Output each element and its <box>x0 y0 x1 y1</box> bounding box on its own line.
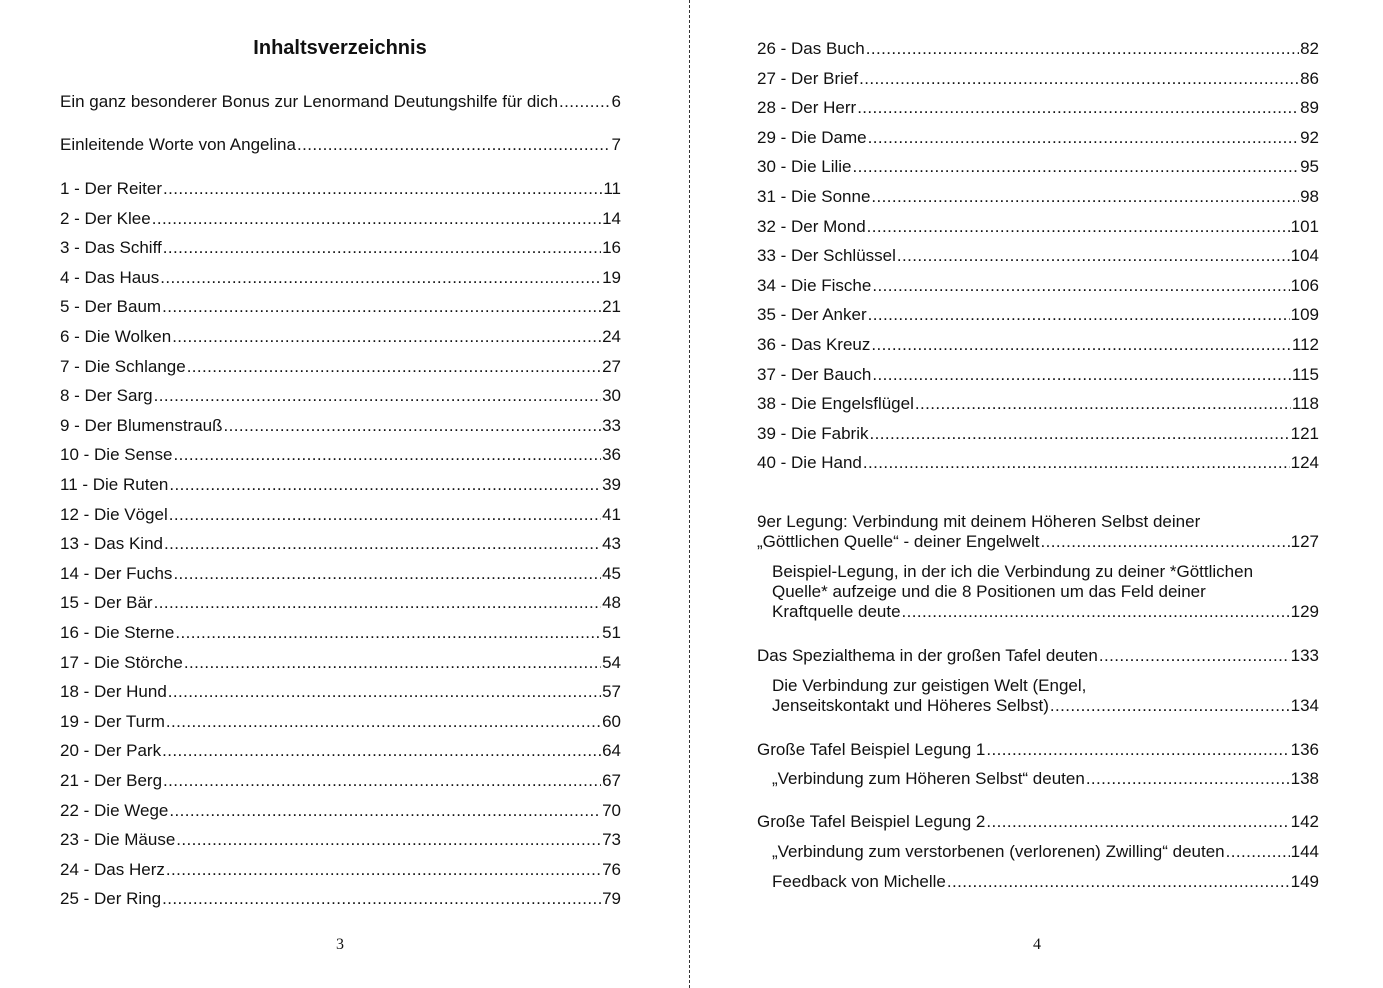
toc-entry-page: 7 <box>611 135 621 154</box>
toc-entry-label: 18 - Der Hund <box>60 682 167 702</box>
dot-leader <box>868 128 1299 148</box>
dot-leader <box>872 276 1289 296</box>
toc-entry-page: 115 <box>1291 364 1319 384</box>
toc-entry-label: 28 - Der Herr <box>757 98 857 118</box>
dot-leader <box>169 475 601 495</box>
dot-leader <box>1226 842 1290 862</box>
toc-entry[interactable] <box>757 246 1319 266</box>
toc-entry[interactable] <box>60 564 621 584</box>
toc-section[interactable] <box>757 812 1319 832</box>
dot-leader <box>859 69 1299 89</box>
toc-section-last-line <box>772 872 1319 892</box>
toc-entry-label: „Verbindung zum verstorbenen (verlorenen) Zwilling“ deuten <box>772 842 1225 861</box>
toc-entry-page: 138 <box>1290 769 1319 788</box>
toc-entry-label: 35 - Der Anker <box>757 305 867 325</box>
dot-leader <box>154 386 601 406</box>
dot-leader <box>224 416 602 436</box>
toc-section[interactable] <box>772 769 1319 789</box>
toc-section[interactable] <box>757 512 1319 552</box>
toc-entry[interactable] <box>60 830 621 850</box>
toc-entry-page: 89 <box>1300 98 1319 118</box>
dot-leader <box>176 830 601 850</box>
toc-entry-label: 16 - Die Sterne <box>60 623 175 642</box>
dot-leader <box>872 365 1291 385</box>
dot-leader <box>168 682 601 702</box>
toc-entry-page: 124 <box>1290 453 1319 473</box>
toc-entry[interactable] <box>60 741 621 761</box>
toc-entry[interactable] <box>60 682 621 702</box>
toc-entry-label: 30 - Die Lilie <box>757 157 852 177</box>
dot-leader <box>1041 532 1290 552</box>
dot-leader <box>184 653 601 673</box>
toc-entry-page: 19 <box>602 267 621 287</box>
left-page <box>0 0 688 988</box>
toc-entry-page: 106 <box>1290 275 1319 295</box>
toc-entry-label: 15 - Der Bär <box>60 593 153 613</box>
toc-section-line: 9er Legung: Verbindung mit deinem Höheren Selbst deiner <box>757 512 1201 531</box>
dot-leader <box>868 305 1290 325</box>
toc-entry[interactable] <box>60 801 621 821</box>
dot-leader <box>867 217 1290 237</box>
toc-entry-label: Große Tafel Beispiel Legung 2 <box>757 812 986 831</box>
toc-entry[interactable] <box>60 771 621 791</box>
toc-entry[interactable] <box>60 505 621 525</box>
toc-section[interactable] <box>757 740 1319 760</box>
toc-entry-label: 7 - Die Schlange <box>60 356 186 376</box>
toc-entry-page: 57 <box>602 682 621 702</box>
dot-leader <box>160 268 601 288</box>
toc-entry-label: 3 - Das Schiff <box>60 238 162 258</box>
dot-leader <box>871 187 1299 207</box>
toc-entry-label: 37 - Der Bauch <box>757 364 872 384</box>
dot-leader <box>173 564 601 584</box>
toc-section-last-line <box>772 696 1319 716</box>
toc-entry[interactable] <box>60 445 621 465</box>
toc-entry-label: 12 - Die Vögel <box>60 504 168 524</box>
toc-section-line: Quelle* aufzeige und die 8 Positionen um das Feld deiner <box>772 582 1206 601</box>
toc-section-line: Die Verbindung zur geistigen Welt (Engel, <box>772 676 1087 695</box>
toc-entry[interactable] <box>757 335 1319 355</box>
dot-leader <box>162 741 601 761</box>
dot-leader <box>1086 769 1290 789</box>
toc-section-last-line <box>772 602 1319 622</box>
toc-entry-page: 24 <box>602 327 621 346</box>
toc-entry-page: 86 <box>1300 68 1319 88</box>
toc-entry-label: 4 - Das Haus <box>60 267 160 287</box>
toc-entry-page: 27 <box>602 356 621 376</box>
toc-entry-page: 129 <box>1290 602 1319 621</box>
toc-entry-page: 51 <box>602 623 621 642</box>
toc-entry[interactable] <box>60 653 621 673</box>
toc-entry-label: Ein ganz besonderer Bonus zur Lenormand Deutungshilfe für dich <box>60 92 559 111</box>
toc-entry-label: 23 - Die Mäuse <box>60 830 176 850</box>
toc-entry[interactable] <box>757 394 1319 414</box>
toc-entry[interactable] <box>60 860 621 880</box>
toc-section[interactable] <box>757 646 1319 666</box>
toc-entry-label: Einleitende Worte von Angelina <box>60 135 296 154</box>
dot-leader <box>154 593 601 613</box>
dot-leader <box>897 246 1290 266</box>
toc-entry-page: 54 <box>602 652 621 672</box>
dot-leader <box>871 335 1291 355</box>
dot-leader <box>163 771 601 791</box>
dot-leader <box>559 92 611 112</box>
toc-entry-label: 31 - Die Sonne <box>757 187 871 206</box>
toc-entry-page: 36 <box>602 445 621 465</box>
dot-leader <box>162 297 601 317</box>
toc-entry-label: 22 - Die Wege <box>60 800 169 820</box>
dot-leader <box>853 157 1300 177</box>
toc-entry[interactable] <box>757 39 1319 59</box>
toc-entry-label: 6 - Die Wolken <box>60 327 172 346</box>
toc-entry[interactable] <box>60 268 621 288</box>
toc-entry-label: 14 - Der Fuchs <box>60 563 173 583</box>
toc-entry-label: Feedback von Michelle <box>772 872 946 891</box>
toc-entry-page: 16 <box>602 238 621 258</box>
toc-entry-label: 26 - Das Buch <box>757 39 865 58</box>
dot-leader <box>915 394 1291 414</box>
toc-entry[interactable] <box>60 386 621 406</box>
toc-section[interactable] <box>772 562 1319 622</box>
page-number: 3 <box>336 936 344 953</box>
toc-entry[interactable] <box>60 357 621 377</box>
page-divider <box>689 0 690 988</box>
dot-leader <box>166 712 601 732</box>
toc-entry-label: 2 - Der Klee <box>60 208 151 228</box>
toc-section-last-line <box>757 532 1319 552</box>
toc-entry-page: 45 <box>602 563 621 583</box>
toc-entry-page: 134 <box>1290 696 1319 715</box>
toc-entry-label: 36 - Das Kreuz <box>757 335 871 354</box>
toc-section[interactable] <box>772 676 1319 716</box>
toc-entry[interactable] <box>60 475 621 495</box>
toc-entry-label: „Verbindung zum Höheren Selbst“ deuten <box>772 769 1085 788</box>
toc-entry-page: 101 <box>1290 216 1319 236</box>
toc-section-last-line <box>757 740 1319 760</box>
dot-leader <box>297 135 611 155</box>
toc-section-last-line <box>772 769 1319 789</box>
dot-leader <box>857 98 1299 118</box>
dot-leader <box>986 812 1289 832</box>
toc-entry-label: „Göttlichen Quelle“ - deiner Engelwelt <box>757 532 1040 551</box>
toc-entry-page: 64 <box>602 741 621 761</box>
toc-entry-intro[interactable] <box>60 135 621 155</box>
toc-entry-label: 1 - Der Reiter <box>60 179 163 198</box>
toc-entry[interactable] <box>60 179 621 199</box>
dot-leader <box>164 534 601 554</box>
toc-entry-label: 32 - Der Mond <box>757 216 866 236</box>
toc-entry-page: 95 <box>1300 157 1319 177</box>
toc-entry-label: 39 - Die Fabrik <box>757 423 869 443</box>
toc-entry-page: 21 <box>602 297 621 317</box>
dot-leader <box>175 623 601 643</box>
toc-entry-page: 112 <box>1291 335 1319 354</box>
toc-entry-label: 27 - Der Brief <box>757 68 859 88</box>
toc-entry-page: 98 <box>1300 187 1319 206</box>
toc-entry[interactable] <box>60 712 621 732</box>
dot-leader <box>1050 696 1290 716</box>
toc-entry[interactable] <box>757 276 1319 296</box>
toc-entry-page: 73 <box>602 830 621 850</box>
toc-entry[interactable] <box>757 98 1319 118</box>
toc-section-last-line <box>757 812 1319 832</box>
toc-entry-page: 67 <box>602 771 621 790</box>
dot-leader <box>166 860 601 880</box>
toc-entry-label: Das Spezialthema in der großen Tafel deuten <box>757 646 1098 665</box>
toc-entry-label: 33 - Der Schlüssel <box>757 246 896 266</box>
toc-entry-label: 38 - Die Engelsflügel <box>757 394 914 414</box>
toc-entry-page: 133 <box>1290 646 1319 665</box>
toc-entry-label: 24 - Das Herz <box>60 859 165 879</box>
toc-entry-page: 11 <box>603 179 621 198</box>
toc-entry-label: 11 - Die Ruten <box>60 475 169 494</box>
dot-leader <box>1099 646 1290 666</box>
toc-entry[interactable] <box>757 157 1319 177</box>
toc-section-line: Beispiel-Legung, in der ich die Verbindung zu deiner *Göttlichen <box>772 562 1254 581</box>
toc-entry-page: 144 <box>1290 842 1319 861</box>
dot-leader <box>163 179 602 199</box>
toc-entry-page: 104 <box>1290 246 1319 266</box>
toc-entry-label: 13 - Das Kind <box>60 534 163 554</box>
toc-section[interactable] <box>772 842 1319 862</box>
toc-entry[interactable] <box>757 69 1319 89</box>
toc-entry[interactable] <box>60 593 621 613</box>
dot-leader <box>152 209 601 229</box>
toc-entry-label: 20 - Der Park <box>60 741 162 761</box>
toc-entry-page: 39 <box>602 475 621 494</box>
dot-leader <box>902 602 1290 622</box>
toc-entry[interactable] <box>757 217 1319 237</box>
toc-entry-bonus[interactable] <box>60 92 621 112</box>
toc-entry-page: 33 <box>602 415 621 435</box>
toc-entry-label: 19 - Der Turm <box>60 711 165 731</box>
toc-entry-label: 25 - Der Ring <box>60 889 162 909</box>
toc-entry-page: 109 <box>1290 305 1319 325</box>
dot-leader <box>866 39 1299 59</box>
toc-entry[interactable] <box>60 297 621 317</box>
toc-entry-page: 30 <box>602 386 621 406</box>
toc-entry[interactable] <box>757 424 1319 444</box>
toc-entry-label: 9 - Der Blumenstrauß <box>60 415 223 435</box>
toc-section-last-line <box>772 842 1319 862</box>
toc-entry[interactable] <box>60 534 621 554</box>
toc-entry[interactable] <box>757 305 1319 325</box>
toc-entry-page: 76 <box>602 859 621 879</box>
toc-entry[interactable] <box>60 623 621 643</box>
dot-leader <box>169 801 601 821</box>
dot-leader <box>869 424 1289 444</box>
toc-entry[interactable] <box>60 238 621 258</box>
toc-entry-label: 21 - Der Berg <box>60 771 163 790</box>
toc-entry-label: 29 - Die Dame <box>757 127 867 147</box>
toc-entry[interactable] <box>60 889 621 909</box>
dot-leader <box>187 357 601 377</box>
toc-entry-page: 41 <box>602 504 621 524</box>
toc-entry-label: Kraftquelle deute <box>772 602 901 621</box>
toc-entry-label: 34 - Die Fische <box>757 275 872 295</box>
toc-entry-page: 149 <box>1290 872 1319 891</box>
toc-entry-page: 118 <box>1291 394 1319 414</box>
dot-leader <box>173 445 601 465</box>
toc-entry[interactable] <box>757 453 1319 473</box>
dot-leader <box>163 238 601 258</box>
toc-title: Inhaltsverzeichnis <box>253 37 427 59</box>
toc-entry-page: 48 <box>602 593 621 613</box>
toc-entry-page: 79 <box>602 889 621 909</box>
toc-entry[interactable] <box>757 187 1319 207</box>
toc-entry[interactable] <box>757 365 1319 385</box>
toc-entry-label: 10 - Die Sense <box>60 445 173 465</box>
toc-entry-page: 43 <box>602 534 621 554</box>
toc-entry[interactable] <box>60 416 621 436</box>
toc-entry-label: Jenseitskontakt und Höheres Selbst) <box>772 696 1049 715</box>
dot-leader <box>986 740 1289 760</box>
toc-entry-page: 82 <box>1300 39 1319 58</box>
toc-entry[interactable] <box>757 128 1319 148</box>
toc-entry-page: 6 <box>611 92 621 111</box>
dot-leader <box>172 327 601 347</box>
toc-entry-page: 121 <box>1290 423 1319 443</box>
page-number: 4 <box>1033 936 1041 953</box>
dot-leader <box>169 505 601 525</box>
dot-leader <box>162 889 601 909</box>
toc-entry-page: 14 <box>602 208 621 228</box>
toc-entry-page: 92 <box>1300 127 1319 147</box>
toc-entry-label: Große Tafel Beispiel Legung 1 <box>757 740 986 759</box>
toc-entry-label: 8 - Der Sarg <box>60 386 153 406</box>
toc-entry-label: 17 - Die Störche <box>60 652 183 672</box>
toc-entry-label: 40 - Die Hand <box>757 453 862 473</box>
dot-leader <box>863 453 1290 473</box>
toc-entry-page: 127 <box>1290 532 1319 551</box>
right-page <box>692 0 1383 988</box>
toc-section-last-line <box>757 646 1319 666</box>
toc-entry-page: 142 <box>1290 812 1319 831</box>
toc-entry-page: 60 <box>602 711 621 731</box>
toc-entry-page: 136 <box>1290 740 1319 759</box>
toc-entry-label: 5 - Der Baum <box>60 297 162 317</box>
toc-entry-page: 70 <box>602 800 621 820</box>
toc-entry[interactable] <box>60 327 621 347</box>
dot-leader <box>947 872 1290 892</box>
toc-entry[interactable] <box>60 209 621 229</box>
toc-section[interactable] <box>772 872 1319 892</box>
